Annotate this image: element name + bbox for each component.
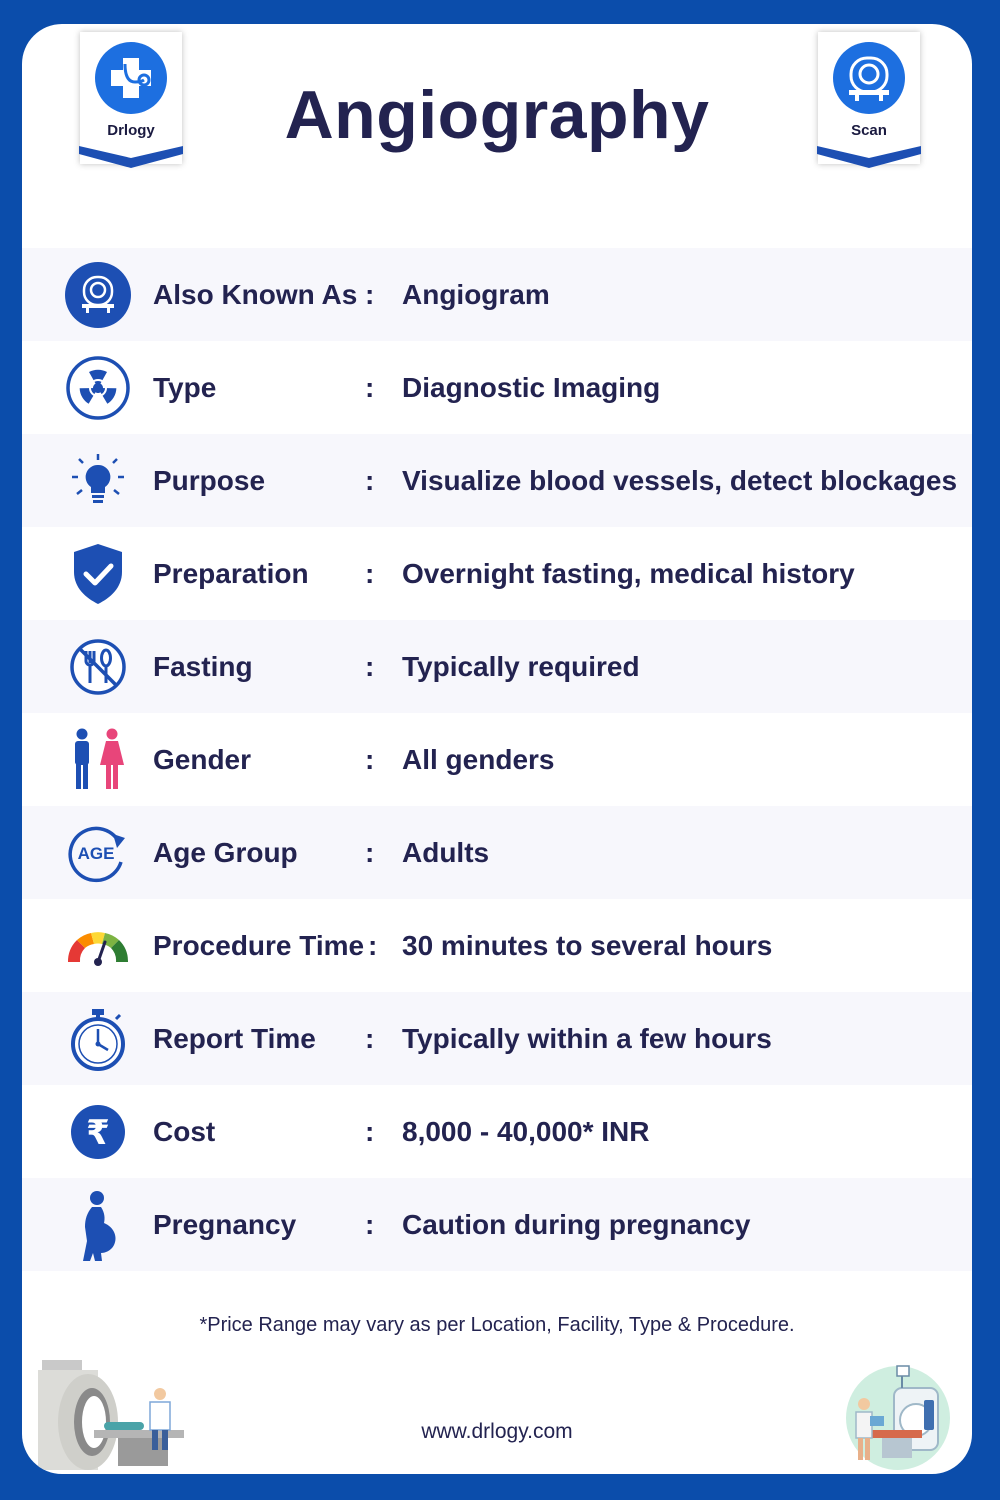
row-label: Pregnancy [153, 1208, 297, 1240]
radiation-icon [64, 354, 132, 422]
scan-label: Scan [851, 122, 887, 139]
svg-text:₹: ₹ [86, 1112, 110, 1153]
row-preparation [22, 527, 972, 620]
row-separator: : [365, 650, 375, 682]
row-type [22, 341, 972, 434]
gauge-icon [64, 912, 132, 980]
rupee-icon [64, 1098, 132, 1166]
row-value: Angiogram [402, 278, 550, 310]
row-separator: : [365, 836, 375, 868]
row-label: Procedure Time [153, 929, 365, 961]
row-separator: : [365, 1115, 375, 1147]
row-pregnancy [22, 1178, 972, 1271]
row-label: Age Group [153, 836, 298, 868]
row-age-group [22, 806, 972, 899]
age-icon [64, 819, 132, 887]
row-value: Visualize blood vessels, detect blockages [402, 464, 958, 496]
drlogy-label: Drlogy [107, 122, 155, 139]
row-value: Typically required [402, 650, 640, 682]
pregnancy-icon [64, 1191, 132, 1259]
row-value: Typically within a few hours [402, 1022, 772, 1054]
row-fasting [22, 620, 972, 713]
scanner-icon [64, 261, 132, 329]
row-separator: : [368, 929, 378, 961]
row-label: Also Known As [153, 278, 358, 310]
row-separator: : [365, 1208, 375, 1240]
stopwatch-icon [64, 1005, 132, 1073]
row-value: 30 minutes to several hours [402, 929, 773, 961]
website-link[interactable]: www.drlogy.com [421, 1420, 573, 1443]
row-gender [22, 713, 972, 806]
row-label: Cost [153, 1115, 216, 1147]
row-purpose [22, 434, 972, 527]
scanner-illustration [842, 1364, 952, 1474]
shield-check-icon [64, 540, 132, 608]
row-separator: : [365, 371, 375, 403]
row-separator: : [365, 557, 375, 589]
row-separator: : [365, 278, 375, 310]
row-separator: : [365, 1022, 375, 1054]
row-report-time [22, 992, 972, 1085]
row-label: Fasting [153, 650, 253, 682]
row-separator: : [365, 464, 375, 496]
row-label: Purpose [153, 464, 266, 496]
mri-machine-illustration [34, 1360, 194, 1474]
row-procedure-time [22, 899, 972, 992]
svg-text:AGE: AGE [77, 843, 115, 863]
page-title: Angiography [284, 77, 710, 153]
no-food-icon [64, 633, 132, 701]
row-value: 8,000 - 40,000* INR [402, 1115, 650, 1147]
price-note: *Price Range may vary as per Location, Facility, Type & Procedure. [199, 1314, 795, 1336]
row-value: Caution during pregnancy [402, 1208, 751, 1240]
info-list [22, 248, 972, 1271]
row-value: Overnight fasting, medical history [402, 557, 855, 589]
row-value: Adults [402, 836, 490, 868]
row-value: All genders [402, 743, 555, 775]
gender-icon [64, 726, 132, 794]
row-label: Preparation [153, 557, 309, 589]
row-also-known-as [22, 248, 972, 341]
info-card [22, 24, 972, 1474]
lightbulb-icon [64, 447, 132, 515]
row-separator: : [365, 743, 375, 775]
row-value: Diagnostic Imaging [402, 371, 661, 403]
row-label: Report Time [153, 1022, 316, 1054]
row-label: Type [153, 371, 217, 403]
row-label: Gender [153, 743, 252, 775]
row-cost [22, 1085, 972, 1178]
